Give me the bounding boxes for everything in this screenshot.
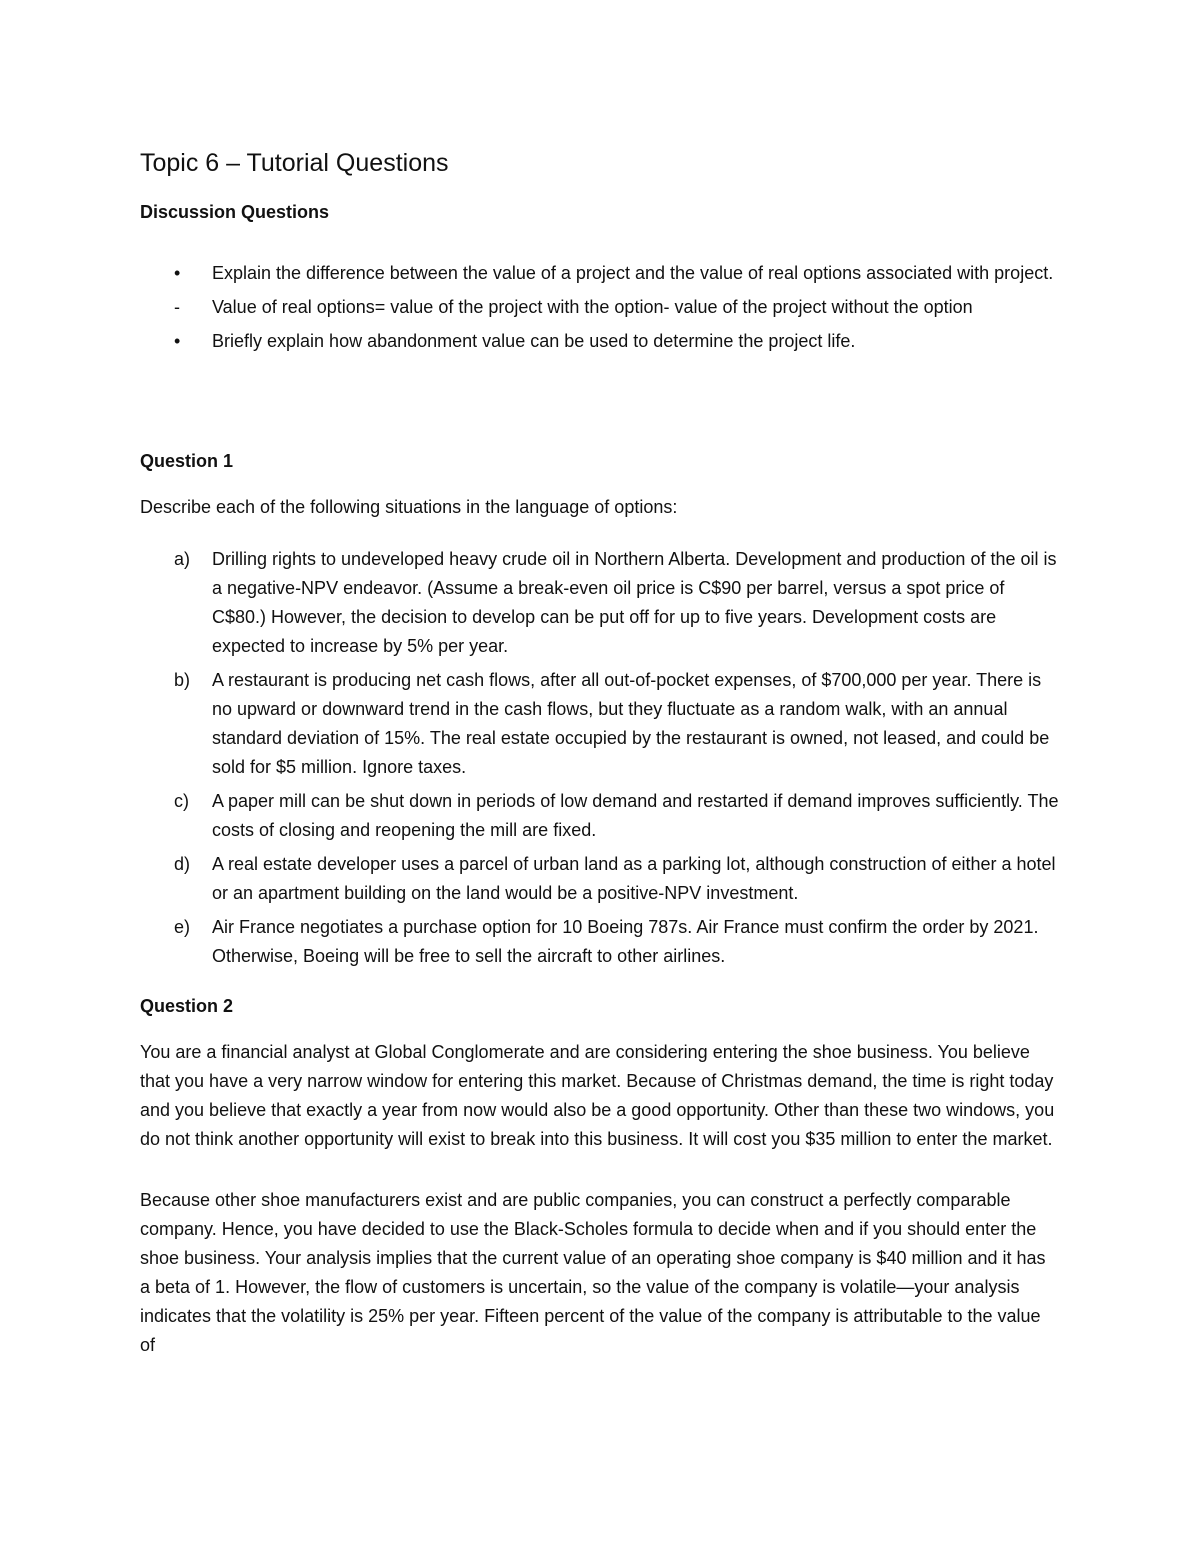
item-letter: d) [174,854,191,874]
item-letter: a) [174,549,191,569]
list-item [140,913,1060,971]
list-item-text: A paper mill can be shut down in periods of low demand and restarted if demand improves sufficiently. The costs of closing and reopening the mill are fixed. [212,791,1059,840]
question-2-heading: Question 2 [140,996,234,1016]
list-item [140,293,1060,322]
discussion-list [140,259,1060,361]
bullet-marker: • [174,331,181,351]
discussion-heading: Discussion Questions [140,202,330,222]
question-1-intro: Describe each of the following situations in the language of options: [140,497,678,517]
list-item-text: Value of real options= value of the project with the option- value of the project without the option [212,297,973,317]
list-item [140,787,1060,845]
list-item [140,259,1060,288]
dash-marker: - [174,297,180,317]
item-letter: c) [174,791,189,811]
list-item [140,850,1060,908]
list-item [140,666,1060,782]
list-item-text: Air France negotiates a purchase option for 10 Boeing 787s. Air France must confirm the order by 2021. Otherwise, Boeing will be free to sell the aircraft to other airlines. [212,917,1039,966]
item-letter: b) [174,670,191,690]
list-item [140,327,1060,356]
list-item [140,545,1060,661]
list-item-text: Briefly explain how abandonment value can be used to determine the project life. [212,331,856,351]
item-letter: e) [174,917,191,937]
page-title: Topic 6 – Tutorial Questions [140,149,449,177]
bullet-marker: • [174,263,181,283]
list-item-text: A restaurant is producing net cash flows, after all out-of-pocket expenses, of $700,000 per year. There is no upward or downward trend in the cash flows, but they fluctuate as a random walk, with an annual standard deviation of 15%. The real estate occupied by the restaurant is owned, not leased, and could be sold for $5 million. Ignore taxes. [212,670,1050,777]
question-1-heading: Question 1 [140,451,234,471]
question-1-list [140,545,1060,976]
question-2-paragraph-1: You are a financial analyst at Global Conglomerate and are considering entering the shoe business. You believe that you have a very narrow window for entering this market. Because of Christmas demand, the time is right today and you believe that exactly a year from now would also be a good opportunity. Other than these two windows, you do not think another opportunity will exist to break into this business. It will cost you $35 million to enter the market. [140,1042,1055,1149]
list-item-text: A real estate developer uses a parcel of urban land as a parking lot, although construction of either a hotel or an apartment building on the land would be a positive-NPV investment. [212,854,1056,903]
list-item-text: Drilling rights to undeveloped heavy crude oil in Northern Alberta. Development and production of the oil is a negative-NPV endeavor. (Assume a break-even oil price is C$90 per barrel, versus a spot price of C$80.) However, the decision to develop can be put off for up to five years. Development costs are expected to increase by 5% per year. [212,549,1057,656]
list-item-text: Explain the difference between the value of a project and the value of real options associated with project. [212,263,1054,283]
question-2-paragraph-2: Because other shoe manufacturers exist and are public companies, you can construct a perfectly comparable company. Hence, you have decided to use the Black-Scholes formula to decide when and if you should enter the shoe business. Your analysis implies that the current value of an operating shoe company is $40 million and it has a beta of 1. However, the flow of customers is uncertain, so the value of the company is volatile—your analysis indicates that the volatility is 25% per year. Fifteen percent of the value of the company is attributable to the value of [140,1190,1046,1355]
